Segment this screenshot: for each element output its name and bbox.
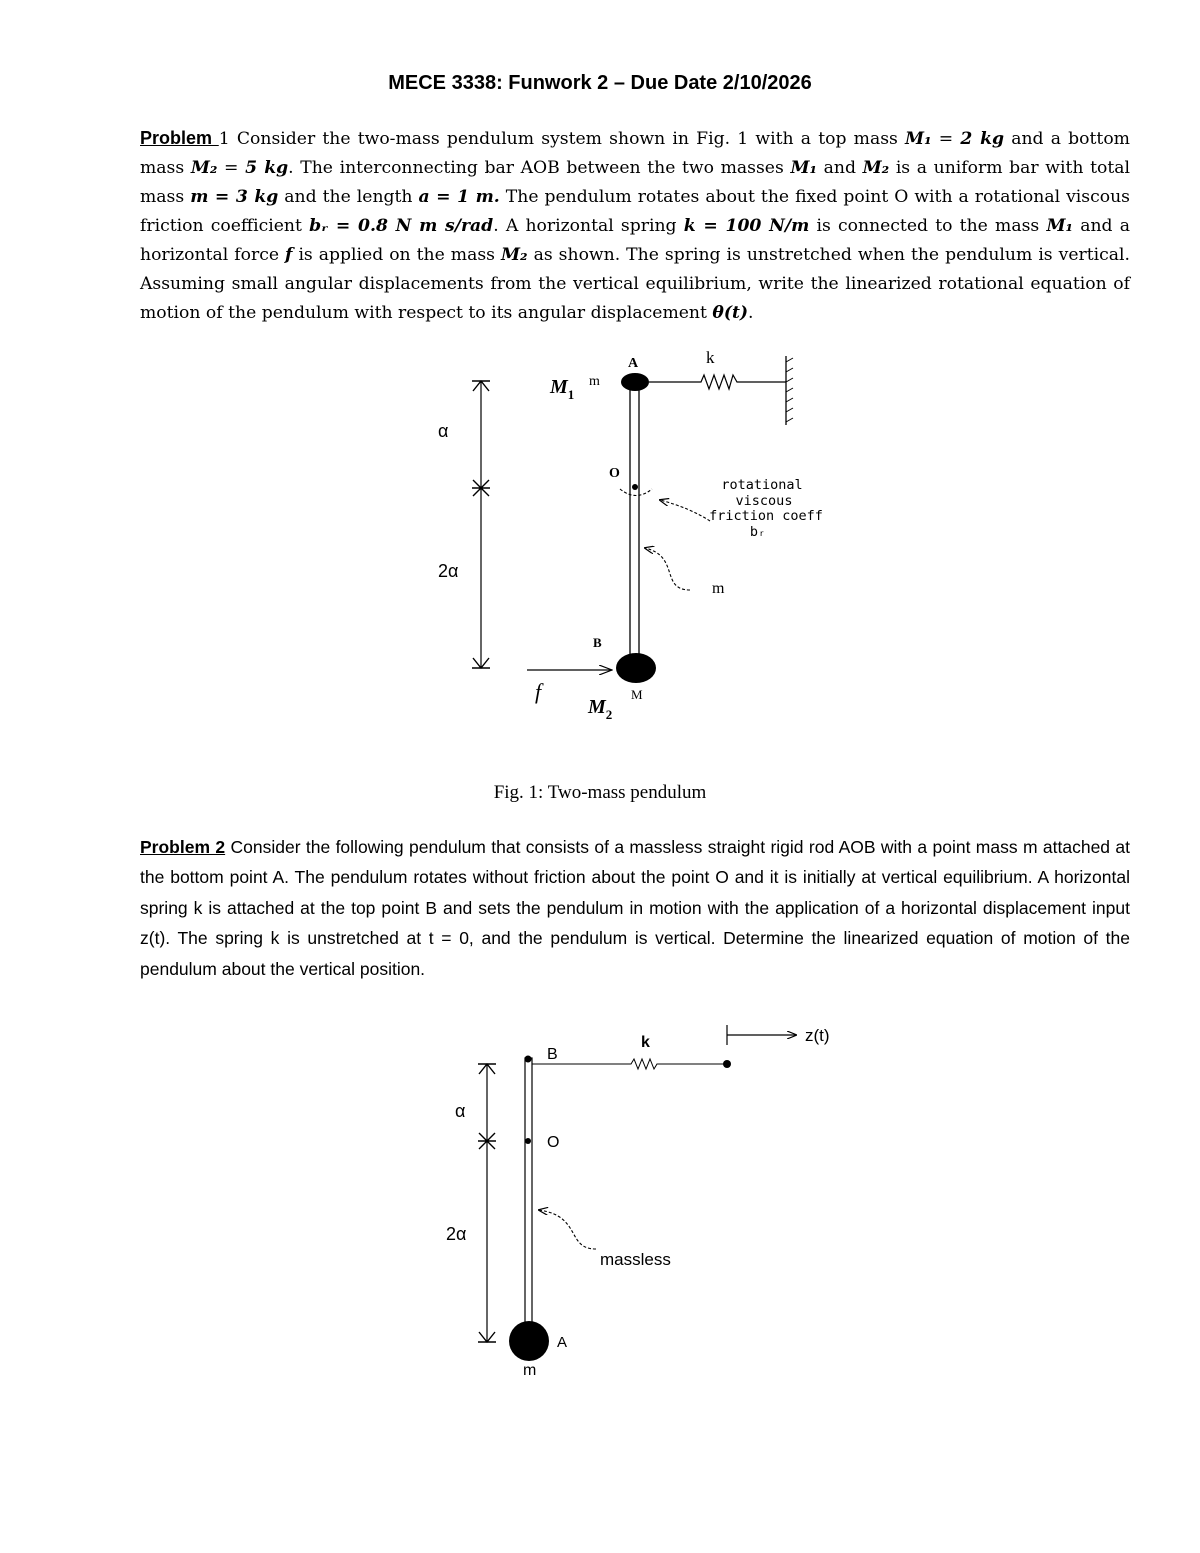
fig1-alpha-label: α: [438, 421, 449, 441]
fig1-label-M2: $M_2$: [588, 696, 613, 722]
p1-s8: and the length: [278, 187, 419, 207]
fig2-label-B: B: [547, 1046, 558, 1063]
fig1-rotational-label-4: bᵣ: [749, 524, 767, 540]
fig1-rotational-label-2: viscous: [735, 493, 793, 509]
problem-1-heading: Problem: [140, 128, 219, 148]
p1-f: f: [285, 245, 293, 265]
fig1-label-A: A: [628, 356, 639, 371]
p1-s3: and a bottom mass: [140, 129, 1130, 178]
fig2-label-m: m: [523, 1362, 537, 1379]
p1-s9: The pendulum rotates about the fixed point O with a rotational viscous friction coefficient: [140, 187, 1130, 236]
figure-1-caption: Fig. 1: Two-mass pendulum: [493, 782, 707, 803]
p1-s12: and a horizontal force: [140, 216, 1130, 265]
p1-theta: θ(t): [712, 303, 749, 323]
p1-br-value: bᵣ = 0.8 N m s/rad: [309, 216, 494, 236]
p1-M2: M₂: [190, 158, 218, 178]
massless-rod: [525, 1058, 532, 1342]
fig1-label-f: f: [535, 679, 542, 704]
p1-s13: is applied on the mass: [292, 245, 502, 265]
fig1-label-M-small: M: [631, 687, 643, 702]
p1-s11: is connected to the mass: [809, 216, 1047, 236]
p1-s15: .: [748, 303, 754, 323]
bar-mass-pointer: [645, 548, 690, 590]
p1-M1-value: 2 kg: [960, 129, 1005, 149]
wall-hatch: [786, 358, 793, 422]
spring-k: [649, 375, 786, 389]
p1-s4: =: [217, 158, 246, 178]
fig1-label-B: B: [593, 635, 602, 650]
fig1-label-O: O: [609, 466, 620, 481]
point-mass-m: [509, 1321, 549, 1361]
bottom-mass-M2: [616, 653, 656, 683]
point-B: [525, 1056, 532, 1063]
figure-2-diagram: [0, 1010, 1200, 1390]
fig1-label-m-top: m: [589, 374, 600, 389]
problem-2-heading: Problem 2: [140, 837, 226, 857]
damper-pointer: [660, 500, 710, 521]
pendulum-bar: [630, 382, 639, 670]
p1-M2b: M₂: [862, 158, 890, 178]
p1-a-value: a = 1 m.: [418, 187, 500, 207]
fig1-rotational-label-1: rotational: [721, 477, 803, 493]
fig1-label-M1: $M_1$: [550, 376, 575, 402]
problem-2-body: Consider the following pendulum that consists of a massless straight rigid rod AOB with a point mass m attached at the bottom point A. The pendulum rotates without friction about the point O and it is initially at vertical equilibrium. A horizontal spring k is attached at the top point B and sets the pendulum in motion with the application of a horizontal displacement input z(t). The spring k is unstretched at t = 0, and the pendulum is vertical. Determine the linearized equation of motion of the pendulum about the vertical position.: [140, 837, 1130, 979]
p1-s10: . A horizontal spring: [493, 216, 684, 236]
top-mass-M1: [621, 373, 649, 391]
problem-2-text: [140, 832, 1130, 984]
fig2-spring-k: [532, 1059, 727, 1069]
p1-s5: . The interconnecting bar AOB between the two masses: [288, 158, 791, 178]
p1-M2-value: 5 kg: [245, 158, 289, 178]
fig1-rotational-label-3: friction coeff: [709, 508, 823, 524]
fig2-alpha-label: α: [455, 1101, 466, 1121]
fig2-label-A: A: [557, 1334, 568, 1351]
p1-m-value: m = 3 kg: [190, 187, 279, 207]
fig2-two-alpha-label: 2α: [446, 1224, 467, 1244]
fig1-two-alpha-label: 2α: [438, 561, 459, 581]
pivot-O-fig2: [525, 1138, 531, 1144]
massless-pointer: [539, 1210, 596, 1249]
fig2-label-massless: massless: [600, 1250, 671, 1269]
p1-s2: =: [931, 129, 961, 149]
page-title: MECE 3338: Funwork 2 – Due Date 2/10/2026: [388, 72, 812, 94]
p1-M2c: M₂: [501, 245, 528, 265]
p1-s14: as shown. The spring is unstretched when the pendulum is vertical. Assuming small angular displacements from the vertical equilibrium, write the linearized rotational equation of motion of the pendulum with respect to its angular displacement: [140, 245, 1130, 323]
fig1-label-k: k: [706, 348, 715, 367]
p1-M1c: M₁: [1046, 216, 1073, 236]
p1-M1b: M₁: [790, 158, 817, 178]
p1-s1: 1 Consider the two-mass pendulum system shown in Fig. 1 with a top mass: [218, 129, 906, 149]
p1-k-value: k = 100 N/m: [683, 216, 810, 236]
pivot-O: [632, 484, 638, 490]
p1-s6: and: [817, 158, 863, 178]
fig2-label-k: k: [641, 1034, 650, 1051]
p1-s7: is a uniform bar with total mass: [140, 158, 1131, 207]
figure-1-diagram: [0, 340, 1200, 740]
fig2-label-z: z(t): [805, 1026, 830, 1045]
p1-M1: M₁: [905, 129, 932, 149]
fig2-label-O: O: [547, 1134, 560, 1151]
spring-end-point: [723, 1060, 731, 1068]
problem-1-text: [140, 124, 1130, 328]
fig1-label-m-bar: m: [712, 580, 725, 597]
